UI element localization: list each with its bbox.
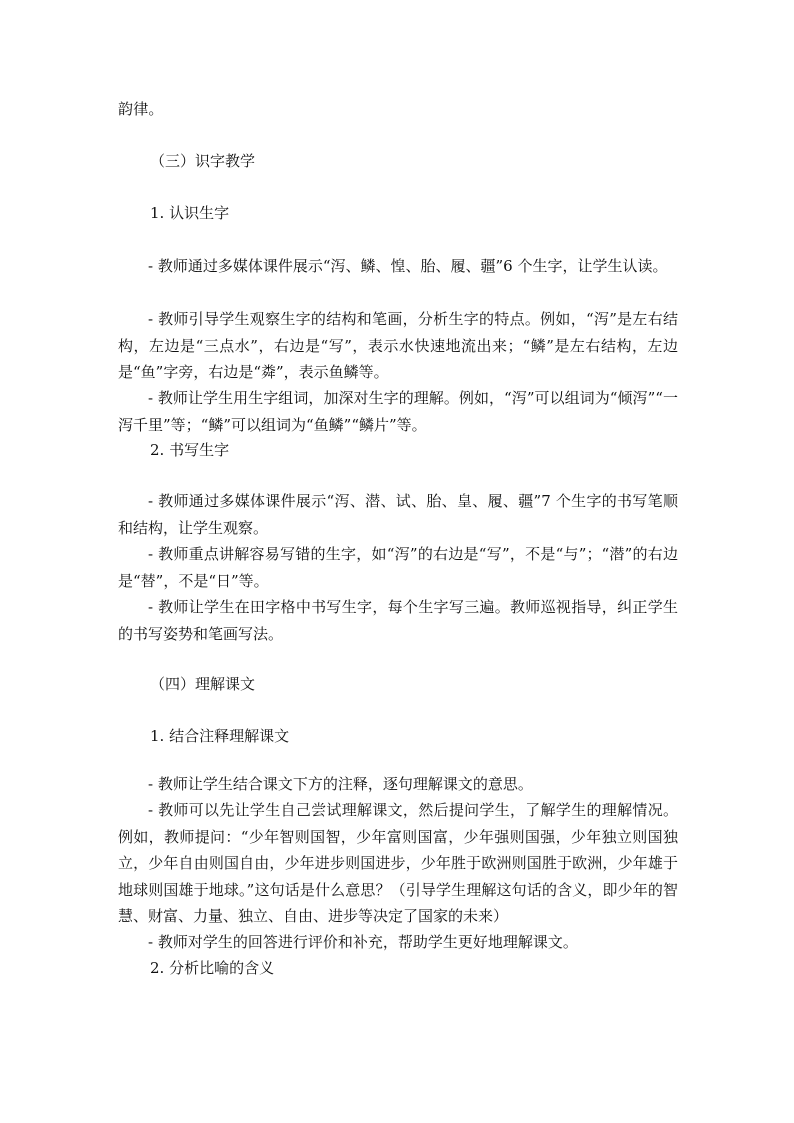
paragraph: - 教师重点讲解容易写错的生字，如“泻”的右边是“写”，不是“与”；“潜”的右边是“替”，不是“日”等。 bbox=[118, 545, 678, 590]
section-3-2-heading: 2. 书写生字 bbox=[150, 441, 230, 459]
text-line-top: 韵律。 bbox=[118, 100, 164, 118]
paragraph: - 教师通过多媒体课件展示“泻、潜、试、胎、皇、履、疆”7 个生字的书写笔顺和结构，让学生观察。 bbox=[118, 492, 678, 537]
paragraph: - 教师让学生在田字格中书写生字，每个生字写三遍。教师巡视指导，纠正学生的书写姿势和笔画写法。 bbox=[118, 598, 678, 643]
section-4-heading: （四）理解课文 bbox=[150, 675, 256, 693]
section-4-1-heading: 1. 结合注释理解课文 bbox=[150, 727, 290, 745]
paragraph: - 教师让学生结合课文下方的注释，逐句理解课文的意思。 bbox=[148, 775, 533, 793]
paragraph: - 教师让学生用生字组词，加深对生字的理解。例如，“泻”可以组词为“倾泻”“一泻千里”等；“鳞”可以组词为“鱼鳞”“鳞片”等。 bbox=[118, 389, 678, 434]
paragraph: - 教师可以先让学生自己尝试理解课文，然后提问学生，了解学生的理解情况。例如，教师提问：“少年智则国智，少年富则国富，少年强则国强，少年独立则国独立，少年自由则国自由，少年进步则国进步，少年胜于欧洲则国胜于欧洲，少年雄于地球则国雄于地球。”这句话是什么意思？（引导学生理解这句话的含义，即少年的智慧、财富、力量、独立、自由、进步等决定了国家的未来） bbox=[118, 801, 678, 925]
paragraph: - 教师通过多媒体课件展示“泻、鳞、惶、胎、履、疆”6 个生字，让学生认读。 bbox=[148, 257, 668, 275]
section-3-heading: （三）识字教学 bbox=[150, 152, 256, 170]
paragraph: - 教师引导学生观察生字的结构和笔画，分析生字的特点。例如，“泻”是左右结构，左边是“三点水”，右边是“写”，表示水快速地流出来；“鳞”是左右结构，左边是“鱼”字旁，右边是“粦”，表示鱼鳞等。 bbox=[118, 310, 678, 381]
paragraph: - 教师对学生的回答进行评价和补充，帮助学生更好地理解课文。 bbox=[148, 933, 578, 951]
section-3-1-heading: 1. 认识生字 bbox=[150, 204, 230, 222]
section-4-2-heading: 2. 分析比喻的含义 bbox=[150, 959, 275, 977]
